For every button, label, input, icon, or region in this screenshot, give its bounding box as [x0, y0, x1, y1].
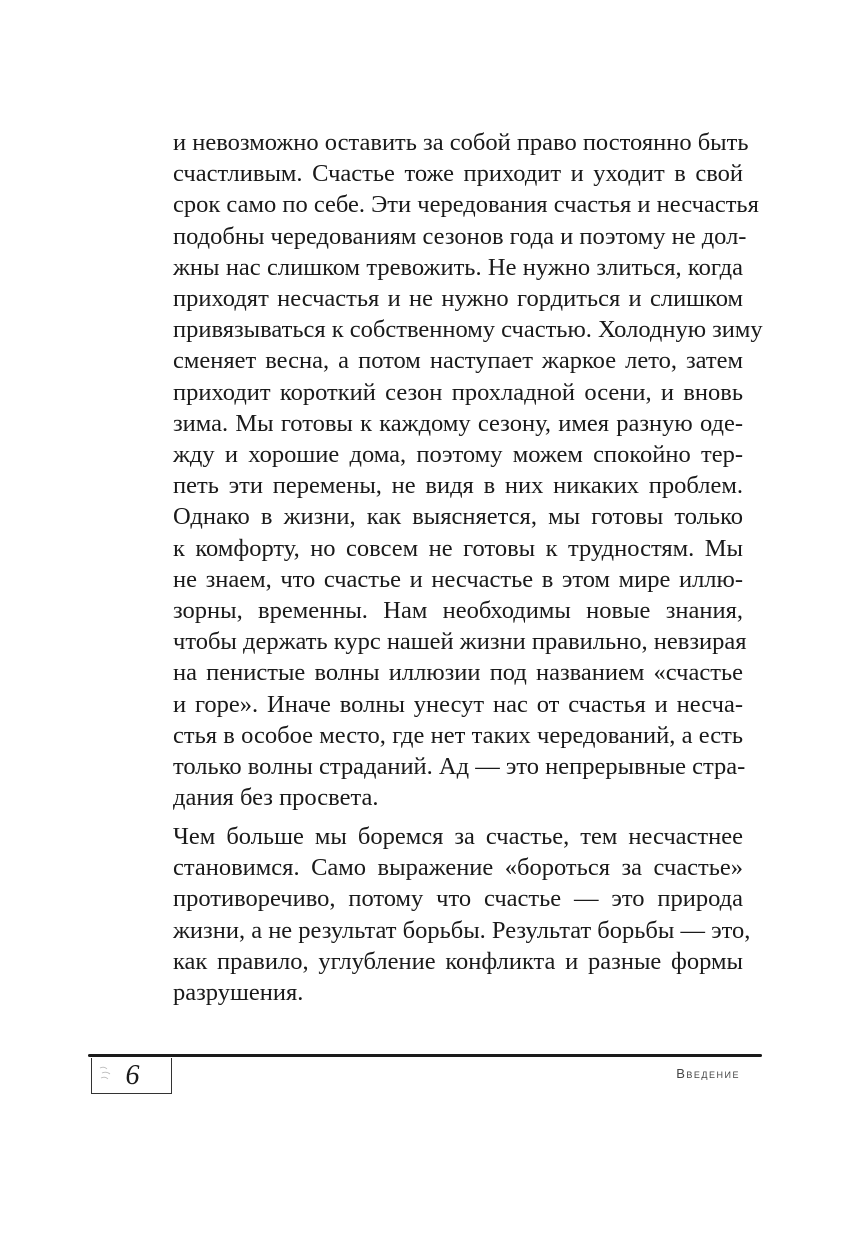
running-head-section-title: Введение — [676, 1066, 740, 1081]
text-line: приходят несчастья и не нужно гордиться и слишком — [173, 285, 743, 313]
page-number: 6 — [125, 1060, 140, 1091]
text-line: подобны чередованиям сезонов года и поэтому не дол- — [173, 222, 747, 250]
text-line: стья в особое место, где нет таких чередований, а есть — [173, 721, 743, 749]
text-line: зорны, временны. Нам необходимы новые знания, — [173, 597, 743, 625]
footer-rule — [88, 1054, 762, 1057]
text-line: сменяет весна, а потом наступает жаркое лето, затем — [173, 347, 743, 375]
page-number-box — [91, 1058, 172, 1094]
text-line: и горе». Иначе волны унесут нас от счастья и несча- — [173, 690, 743, 718]
text-line: на пенистые волны иллюзии под названием «счастье — [173, 659, 743, 687]
text-line: противоречиво, потому что счастье — это природа — [173, 885, 743, 913]
paragraph-2 — [173, 821, 751, 1008]
text-line: приходит короткий сезон прохладной осени, и вновь — [173, 378, 743, 406]
text-line: не знаем, что счастье и несчастье в этом мире иллю- — [173, 565, 743, 593]
text-line: жизни, а не результат борьбы. Результат борьбы — это, — [173, 916, 751, 944]
text-line: жны нас слишком тревожить. Не нужно злиться, когда — [173, 253, 743, 281]
text-line: чтобы держать курс нашей жизни правильно, невзирая — [173, 628, 747, 656]
text-line: Однако в жизни, как выясняется, мы готовы только — [173, 503, 743, 531]
text-line: счастливым. Счастье тоже приходит и уходит в свой — [173, 160, 743, 188]
text-line: как правило, углубление конфликта и разные формы — [173, 947, 743, 975]
text-line: становимся. Само выражение «бороться за счастье» — [173, 854, 743, 882]
text-line: только волны страданий. Ад — это непрерывные стра- — [173, 753, 746, 781]
text-line: и невозможно оставить за собой право постоянно быть — [173, 129, 749, 156]
text-line: Чем больше мы боремся за счастье, тем несчастнее — [173, 823, 743, 850]
text-line: жду и хорошие дома, поэтому можем спокойно тер- — [173, 441, 743, 469]
paragraph-1 — [173, 127, 763, 813]
text-line: срок само по себе. Эти чередования счастья и несчастья — [173, 191, 759, 219]
text-line: разрушения. — [173, 979, 304, 1007]
text-line: привязываться к собственному счастью. Холодную зиму — [173, 316, 763, 344]
text-line: к комфорту, но совсем не готовы к трудностям. Мы — [173, 534, 743, 562]
text-line: зима. Мы готовы к каждому сезону, имея разную оде- — [173, 409, 743, 437]
text-line: петь эти перемены, не видя в них никаких проблем. — [173, 472, 743, 500]
text-line: дания без просвета. — [173, 784, 379, 812]
